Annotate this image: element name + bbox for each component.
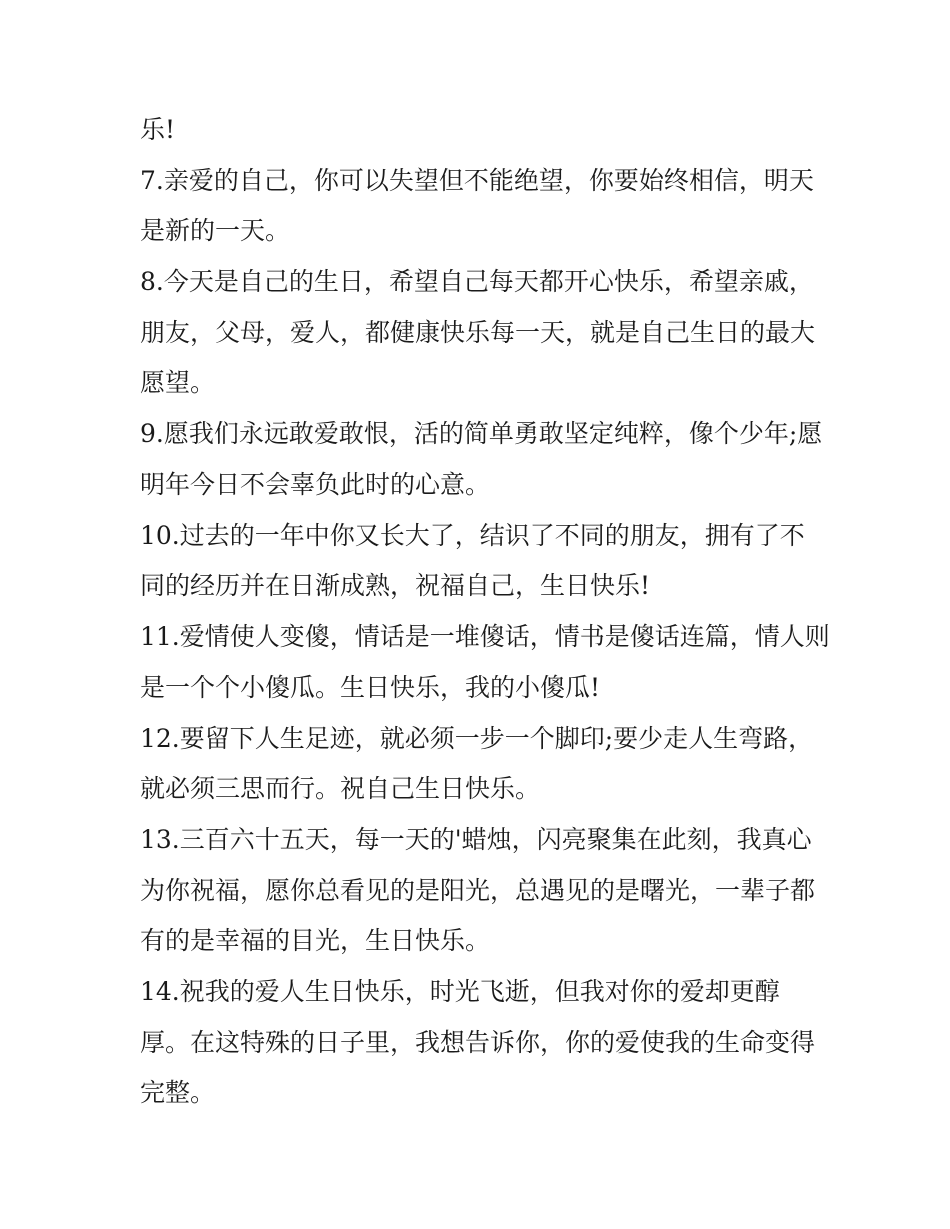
text-line: 11.爱情使人变傻，情话是一堆傻话，情书是傻话连篇，情人则	[140, 622, 830, 651]
text-line: 乐!	[140, 115, 176, 144]
text-line: 明年今日不会辜负此时的心意。	[140, 470, 491, 499]
text-line: 14.祝我的爱人生日快乐，时光飞逝，但我对你的爱却更醇	[140, 977, 780, 1006]
text-line: 完整。	[140, 1078, 216, 1107]
text-line: 10.过去的一年中你又长大了，结识了不同的朋友，拥有了不	[140, 521, 805, 550]
text-line: 7.亲爱的自己，你可以失望但不能绝望，你要始终相信，明天	[140, 166, 814, 195]
text-line: 为你祝福，愿你总看见的是阳光，总遇见的是曙光，一辈子都	[140, 876, 816, 905]
text-line: 9.愿我们永远敢爱敢恨，活的简单勇敢坚定纯粹，像个少年;愿	[140, 419, 823, 448]
text-line: 同的经历并在日渐成熟，祝福自己，生日快乐!	[140, 571, 651, 600]
text-line: 有的是幸福的目光，生日快乐。	[140, 926, 491, 955]
text-line: 朋友，父母，爱人，都健康快乐每一天，就是自己生日的最大	[140, 318, 816, 347]
text-line: 愿望。	[140, 368, 216, 397]
text-line: 12.要留下人生足迹，就必须一步一个脚印;要少走人生弯路，	[140, 724, 814, 753]
text-line: 13.三百六十五天，每一天的'蜡烛，闪亮聚集在此刻，我真心	[140, 825, 812, 854]
text-line: 8.今天是自己的生日，希望自己每天都开心快乐，希望亲戚，	[140, 267, 814, 296]
text-line: 是一个个小傻瓜。生日快乐，我的小傻瓜!	[140, 673, 601, 702]
text-line: 是新的一天。	[140, 216, 291, 245]
text-line: 厚。在这特殊的日子里，我想告诉你，你的爱使我的生命变得	[140, 1028, 816, 1057]
text-line: 就必须三思而行。祝自己生日快乐。	[140, 774, 541, 803]
